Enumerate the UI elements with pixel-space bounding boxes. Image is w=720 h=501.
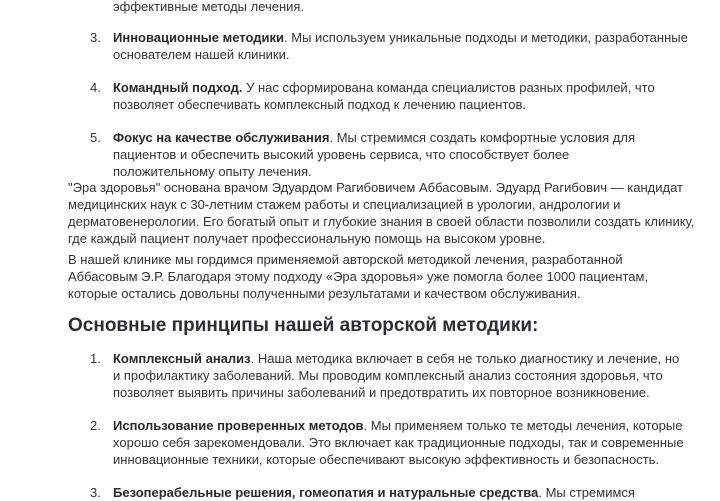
list-item-continuation: эффективные методы лечения. [113,0,305,14]
list-item: 3. Инновационные методики. Мы используем уникальные подходы и методики, разработанные основателем нашей клиники. [90,30,688,62]
list-item-title: Командный подход. [113,80,243,95]
list-item-text: Мы применяем только те методы лечения, которые хорошо себя зарекомендовали. Это включает как традиционные подходы, так и современные инновационные техники, которые обеспечивают высокую эффективность и безопасность. [113,418,684,467]
principles-list [90,350,690,501]
list-item-title: Использование проверенных методов [113,418,364,433]
list-item-text: У нас сформирована команда специалистов разных профилей, что позволяет обеспечивать комплексный подход к лечению пациентов. [113,80,655,112]
list-number: 2. [90,418,101,433]
list-item: 3. Безоперабельные решения, гомеопатия и натуральные средства. Мы стремимся [90,485,635,500]
list-item: 5. Фокус на качестве обслуживания. Мы стремимся создать комфортные условия для пациентов и обеспечить высокий уровень сервиса, что способствует более положительному опыту лечения. [90,130,636,179]
list-item: 1. Комплексный анализ. Наша методика включает в себя не только диагностику и лечение, но и профилактику заболеваний. Мы проводим комплексный анализ состояния здоровья, что позволяет выявить причины заболеваний и предотвратить их повторное возникновение. [90,351,680,400]
methodology-paragraph: В нашей клинике мы гордимся применяемой авторской методикой лечения, разработанной Аббасовым Э.Р. Благодаря этому подходу «Эра здоровья» уже помогла более 1000 пациентам, которые остались довольны полученными результатами и качеством обслуживания. [68,252,649,301]
list-number: 1. [90,351,101,366]
list-item-title: Комплексный анализ [113,351,251,366]
list-number: 3. [90,30,101,45]
list-item-text: Мы используем уникальные подходы и методики, разработанные основателем нашей клиники. [113,30,688,62]
clinic-advantages-list [90,29,690,180]
list-item: 2. Использование проверенных методов. Мы применяем только те методы лечения, которые хорошо себя зарекомендовали. Это включает как традиционные подходы, так и современные инновационные техники, которые обеспечивают высокую эффективность и безопасность. [90,418,684,467]
list-item-text: Наша методика включает в себя не только диагностику и лечение, но и профилактику заболеваний. Мы проводим комплексный анализ состояния здоровья, что позволяет выявить причины заболеваний и предотвратить их повторное возникновение. [113,351,680,400]
list-number: 4. [90,80,101,95]
founder-paragraph: "Эра здоровья" основана врачом Эдуардом Рагибовичем Аббасовым. Эдуард Рагибович — кандидат медицинских наук с 30-летним стажем работы и специализацией в урологии, андрологии и дерматовенерологии. Его богатый опыт и глубокие знания в своей области позволили создать клинику, где каждый пациент получает профессиональную помощь на высоком уровне. [68,180,695,246]
section-heading: Основные принципы нашей авторской методики: [68,315,539,336]
list-number: 3. [90,485,101,500]
list-item-title: Инновационные методики [113,30,284,45]
list-item-text: Мы стремимся создать комфортные условия для пациентов и обеспечить высокий уровень сервиса, что способствует более положительному опыту лечения. [113,130,636,179]
list-item-title: Фокус на качестве обслуживания [113,130,330,145]
list-item-title: Безоперабельные решения, гомеопатия и натуральные средства [113,485,539,500]
list-item [90,79,690,113]
list-item-text: Мы стремимся [541,485,635,500]
list-number: 5. [90,130,101,145]
